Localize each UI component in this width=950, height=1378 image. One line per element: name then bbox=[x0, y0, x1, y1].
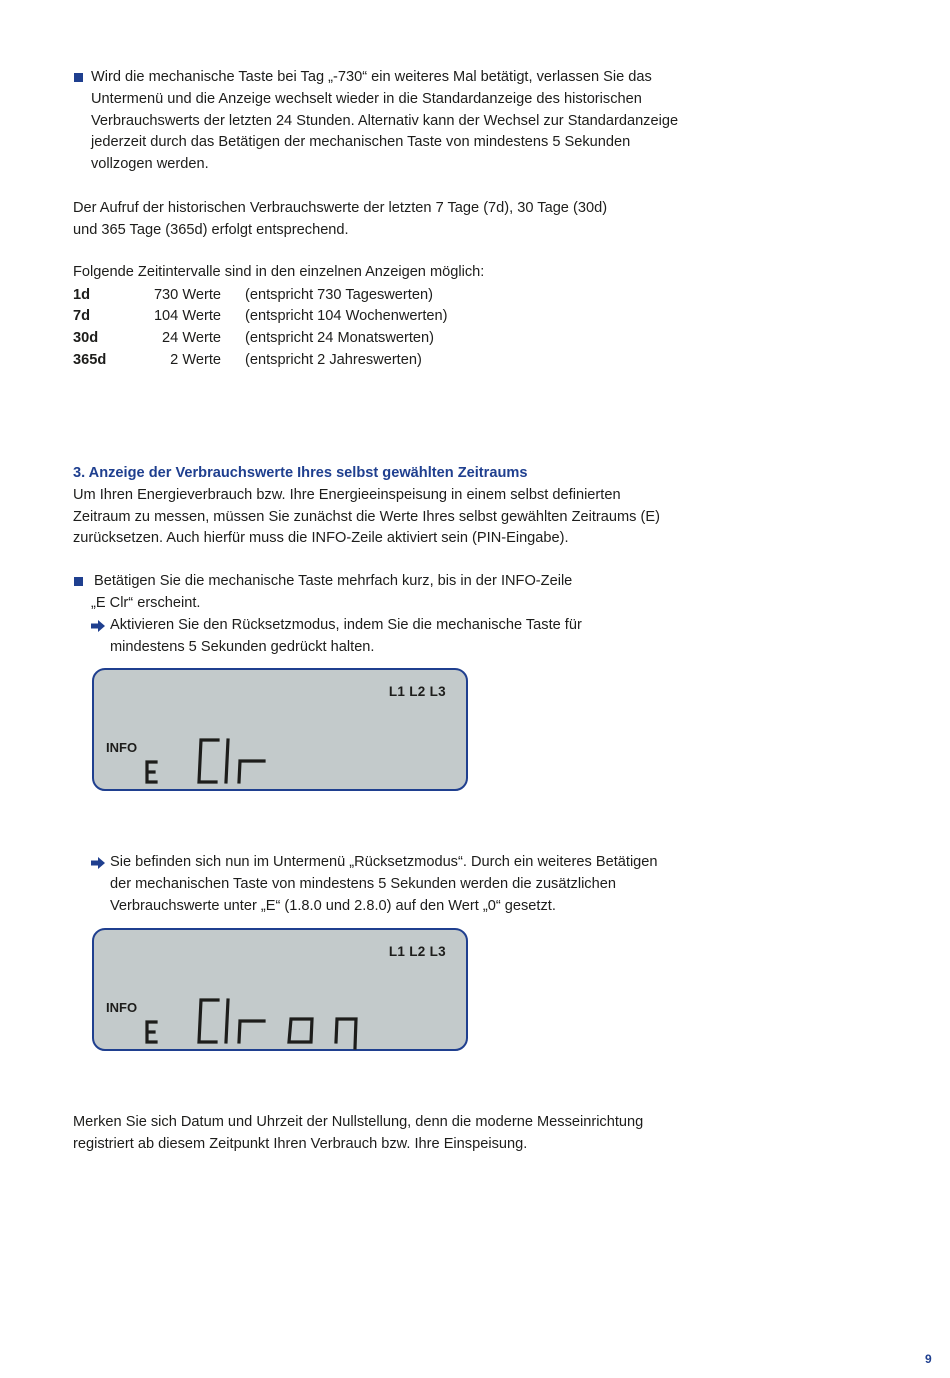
phase-indicators: L1 L2 L3 bbox=[388, 684, 446, 699]
interval-label: 7d bbox=[73, 308, 91, 325]
table-row bbox=[73, 306, 448, 328]
interval-label: 30d bbox=[73, 330, 99, 347]
table-row bbox=[73, 284, 448, 306]
text-line: Sie befinden sich nun im Untermenü „Rücksetzmodus“. Durch ein weiteres Betätigen bbox=[110, 854, 658, 870]
text-line: Um Ihren Energieverbrauch bzw. Ihre Energieeinspeisung in einem selbst definierten bbox=[73, 486, 621, 503]
interval-table bbox=[73, 284, 448, 371]
interval-label: 365d bbox=[73, 352, 107, 369]
bullet-paragraph-clr bbox=[91, 571, 572, 615]
text-line: und 365 Tage (365d) erfolgt entsprechend. bbox=[73, 221, 349, 238]
text-line: Verbrauchswerte unter „E“ (1.8.0 und 2.8.0) auf den Wert „0“ gesetzt. bbox=[110, 897, 556, 914]
paragraph-closing bbox=[73, 1112, 643, 1156]
text-line: mindestens 5 Sekunden gedrückt halten. bbox=[110, 638, 375, 655]
text-line: Merken Sie sich Datum und Uhrzeit der Nullstellung, denn die moderne Messeinrichtung bbox=[73, 1114, 644, 1130]
interval-note: (entspricht 104 Wochenwerten) bbox=[245, 308, 448, 325]
interval-count: 730 Werte bbox=[153, 286, 221, 303]
lcd-segment-text bbox=[94, 670, 470, 793]
interval-note: (entspricht 2 Jahreswerten) bbox=[245, 352, 422, 369]
section-3 bbox=[73, 463, 660, 550]
text-line: Verbrauchswerts der letzten 24 Stunden. Alternativ kann der Wechsel zur Standardanzeige bbox=[91, 112, 679, 129]
info-label: INFO bbox=[106, 740, 138, 755]
lcd-display-clr bbox=[92, 668, 468, 791]
arrow-right-icon bbox=[91, 620, 106, 632]
interval-count: 24 Werte bbox=[162, 330, 221, 347]
text-line: Untermenü und die Anzeige wechselt wieder in die Standardanzeige des historischen bbox=[91, 90, 642, 107]
interval-count: 2 Werte bbox=[170, 352, 221, 369]
interval-count: 104 Werte bbox=[153, 308, 221, 325]
arrow-right-icon bbox=[91, 857, 106, 869]
text-line: Betätigen Sie die mechanische Taste mehrfach kurz, bis in der INFO-Zeile bbox=[94, 573, 573, 589]
text-line: vollzogen werden. bbox=[91, 156, 209, 173]
page-number: 9 bbox=[925, 1352, 932, 1366]
interval-intro: Folgende Zeitintervalle sind in den einzelnen Anzeigen möglich: bbox=[73, 264, 485, 280]
lcd-display-clr-on bbox=[92, 928, 468, 1051]
section-heading: 3. Anzeige der Verbrauchswerte Ihres selbst gewählten Zeitraums bbox=[73, 465, 528, 481]
interval-note: (entspricht 24 Monatswerten) bbox=[245, 330, 434, 347]
text-line: Zeitraum zu messen, müssen Sie zunächst die Werte Ihres selbst gewählten Zeitraums (E) bbox=[73, 508, 660, 525]
info-label: INFO bbox=[106, 1000, 138, 1015]
text-line: Wird die mechanische Taste bei Tag „-730“ ein weiteres Mal betätigt, verlassen Sie das bbox=[91, 69, 652, 85]
interval-label: 1d bbox=[73, 286, 91, 303]
text-line: jederzeit durch das Betätigen der mechanischen Taste von mindestens 5 Sekunden bbox=[91, 134, 631, 151]
arrow-paragraph-submenu bbox=[110, 852, 658, 917]
table-row bbox=[73, 349, 448, 371]
bullet-square-icon bbox=[74, 577, 83, 586]
interval-section bbox=[73, 262, 484, 371]
text-line: „E Clr“ erscheint. bbox=[91, 594, 201, 611]
text-line: Aktivieren Sie den Rücksetzmodus, indem Sie die mechanische Taste für bbox=[110, 617, 582, 633]
phase-indicators: L1 L2 L3 bbox=[388, 944, 446, 959]
text-line: der mechanischen Taste von mindestens 5 Sekunden werden die zusätzlichen bbox=[110, 875, 616, 892]
table-row bbox=[73, 327, 448, 349]
bullet-square-icon bbox=[74, 73, 83, 82]
text-line: registriert ab diesem Zeitpunkt Ihren Verbrauch bzw. Ihre Einspeisung. bbox=[73, 1135, 528, 1152]
interval-note: (entspricht 730 Tageswerten) bbox=[245, 286, 433, 303]
text-line: Der Aufruf der historischen Verbrauchswerte der letzten 7 Tage (7d), 30 Tage (30d) bbox=[73, 200, 608, 216]
bullet-paragraph-return bbox=[91, 67, 678, 176]
arrow-paragraph-reset bbox=[110, 615, 582, 659]
text-line: zurücksetzen. Auch hierfür muss die INFO-Zeile aktiviert sein (PIN-Eingabe). bbox=[73, 530, 569, 547]
paragraph-history bbox=[73, 198, 607, 242]
lcd-segment-text bbox=[94, 930, 470, 1053]
